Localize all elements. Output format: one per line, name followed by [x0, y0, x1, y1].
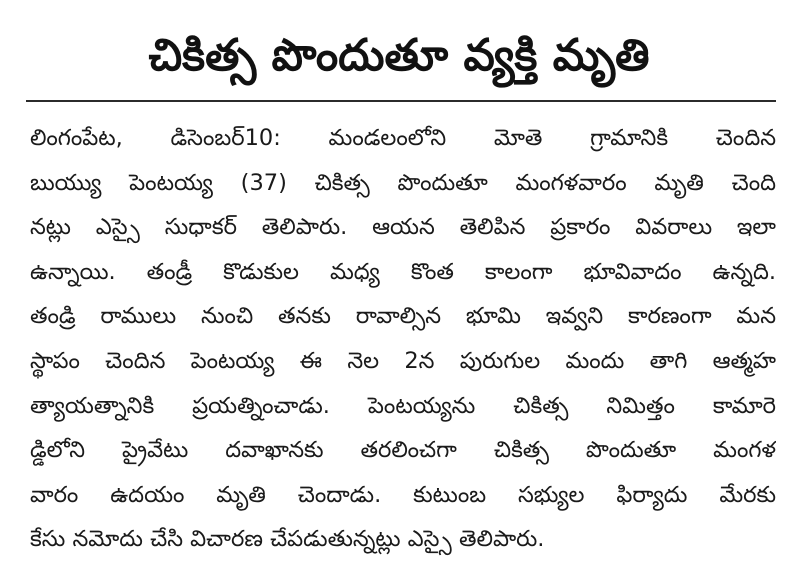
article-body: [30, 116, 776, 562]
article-line: త్యాయత్నానికి ప్రయత్నించాడు. పెంటయ్యను చికిత్స నిమిత్తం కామారె: [30, 392, 776, 419]
article-headline: చికిత్స పొందుతూ వ్యక్తి మృతి: [148, 30, 650, 81]
article-line: తండ్రి రాములు నుంచి తనకు రావాల్సిన భూమి ఇవ్వని కారణంగా మన: [30, 303, 776, 330]
article-line: వారం ఉదయం మృతి చెందాడు. కుటుంబ సభ్యుల ఫిర్యాదు మేరకు: [30, 481, 776, 508]
article-line: కేసు నమోదు చేసి విచారణ చేపడుతున్నట్లు ఎస్సై తెలిపారు.: [30, 526, 545, 553]
article-line: స్థాపం చెందిన పెంటయ్య ఈ నెల 2న పురుగుల మందు తాగి ఆత్మహ: [30, 347, 776, 374]
article-line: బుయ్యు పెంటయ్య (37) చికిత్స పొందుతూ మంగళవారం మృతి చెంది: [30, 169, 776, 196]
article-line: నట్లు ఎస్సై సుధాకర్ తెలిపారు. ఆయన తెలిపిన ప్రకారం వివరాలు ఇలా: [30, 214, 776, 241]
article-line: ఉన్నాయి. తండ్రీ కొడుకుల మధ్య కొంత కాలంగా భూవివాదం ఉన్నది.: [30, 258, 776, 285]
article-line: లింగంపేట, డిసెంబర్10: మండలంలోని మోతె గ్రామానికి చెందిన: [30, 125, 776, 151]
headline-divider: [26, 100, 776, 102]
article-line: డ్డిలోని ప్రైవేటు దవాఖానకు తరలించగా చికిత్స పొందుతూ మంగళ: [30, 437, 776, 464]
newspaper-clipping: [4, 6, 794, 553]
